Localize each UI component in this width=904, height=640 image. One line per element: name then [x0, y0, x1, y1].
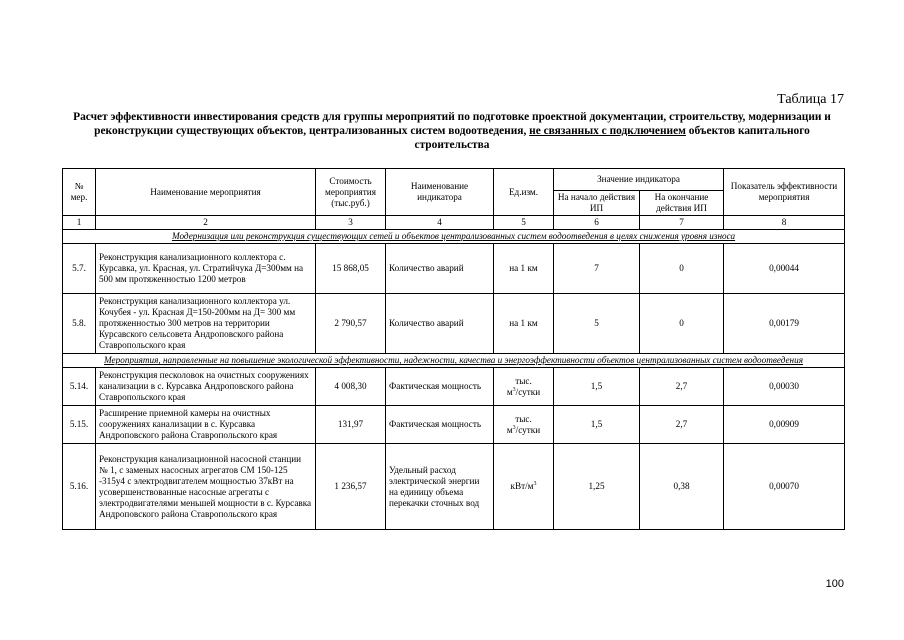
col-number: 2 — [96, 216, 316, 230]
row-unit: на 1 км — [494, 294, 554, 354]
row-cost: 131,97 — [316, 406, 386, 444]
col-number: 4 — [386, 216, 494, 230]
row-cost: 1 236,57 — [316, 444, 386, 530]
row-start: 1,5 — [554, 406, 640, 444]
row-end: 2,7 — [640, 406, 724, 444]
row-indicator: Фактическая мощность — [386, 368, 494, 406]
section-row — [63, 354, 845, 368]
col-number: 5 — [494, 216, 554, 230]
table-row — [63, 406, 845, 444]
header-end: На окончание действия ИП — [640, 191, 724, 216]
row-end: 0 — [640, 244, 724, 294]
table-row — [63, 368, 845, 406]
header-cost: Стоимость мероприятия (тыс.руб.) — [316, 169, 386, 216]
row-num: 5.15. — [63, 406, 96, 444]
header-num: № мер. — [63, 169, 96, 216]
table-label: Таблица 17 — [777, 92, 844, 107]
row-indicator: Количество аварий — [386, 244, 494, 294]
section-title: Мероприятия, направленные на повышение экологической эффективности, надежности, качества и энергоэффективности объектов централизованных систем водоотведения — [63, 354, 845, 368]
row-num: 5.8. — [63, 294, 96, 354]
header-indicator: Наименование индикатора — [386, 169, 494, 216]
row-unit: тыс. $м^3$/сутки — [494, 368, 554, 406]
header-start: На начало действия ИП — [554, 191, 640, 216]
row-start: 1,5 — [554, 368, 640, 406]
row-cost: 2 790,57 — [316, 294, 386, 354]
col-number: 3 — [316, 216, 386, 230]
row-name: Расширение приемной камеры на очистных сооружениях канализации в с. Курсавка Андроповского района Ставропольского края — [96, 406, 316, 444]
row-name: Реконструкция песколовок на очистных сооружениях канализации в с. Курсавка Андроповского района Ставропольского края — [96, 368, 316, 406]
row-efficiency: 0,00909 — [724, 406, 845, 444]
header-unit: Ед.изм. — [494, 169, 554, 216]
section-title: Модернизация или реконструкция существующих сетей и объектов централизованных систем водоотведения в целях снижения уровня износа — [63, 230, 845, 244]
efficiency-table — [62, 168, 845, 530]
row-num: 5.7. — [63, 244, 96, 294]
row-name: Реконструкция канализационного коллектора с. Курсавка, ул. Красная, ул. Стратийчука Д=300мм на 500 мм протяженностью 1200 метров — [96, 244, 316, 294]
row-unit: на 1 км — [494, 244, 554, 294]
row-end: 0 — [640, 294, 724, 354]
row-name: Реконструкция канализационного коллектора ул. Кочубея - ул. Красная Д=150-200мм на Д= 300 мм протяженностью 300 метров на территории Курсавского сельсовета Андроповского района Ставропольского края — [96, 294, 316, 354]
row-unit: кВт/$м^3$ — [494, 444, 554, 530]
table-row — [63, 294, 845, 354]
row-cost: 4 008,30 — [316, 368, 386, 406]
col-number: 8 — [724, 216, 845, 230]
row-start: 5 — [554, 294, 640, 354]
section-row — [63, 230, 845, 244]
column-number-row — [63, 216, 845, 230]
row-end: 0,38 — [640, 444, 724, 530]
row-start: 7 — [554, 244, 640, 294]
row-cost: 15 868,05 — [316, 244, 386, 294]
row-indicator: Фактическая мощность — [386, 406, 494, 444]
document-title: Расчет эффективности инвестирования средств для группы мероприятий по подготовке проектной документации, строительству, модернизации и реконструкции существующих объектов, централизованных систем водоотведения, не связанных с подключением объектов капитального строительства — [73, 111, 831, 151]
table-row — [63, 244, 845, 294]
row-start: 1,25 — [554, 444, 640, 530]
row-efficiency: 0,00044 — [724, 244, 845, 294]
row-unit: тыс. $м^3$/сутки — [494, 406, 554, 444]
col-number: 7 — [640, 216, 724, 230]
table-row — [63, 444, 845, 530]
row-efficiency: 0,00179 — [724, 294, 845, 354]
row-num: 5.14. — [63, 368, 96, 406]
header-indicator-value: Значение индикатора — [554, 169, 724, 191]
row-end: 2,7 — [640, 368, 724, 406]
row-efficiency: 0,00070 — [724, 444, 845, 530]
row-indicator: Количество аварий — [386, 294, 494, 354]
row-name: Реконструкция канализационной насосной станции № 1, с заменых насосных агрегатов СМ 150-125 -315у4 с электродвигателем мощностью 37кВт на усовершенствованные насосные агрегаты с электродвигателями меньшей мощности в с. Курсавка Андроповского района Ставропольского края — [96, 444, 316, 530]
row-indicator: Удельный расход электрической энергии на единицу объема перекачки сточных вод — [386, 444, 494, 530]
row-efficiency: 0,00030 — [724, 368, 845, 406]
header-name: Наименование мероприятия — [96, 169, 316, 216]
row-num: 5.16. — [63, 444, 96, 530]
col-number: 1 — [63, 216, 96, 230]
page-number: 100 — [825, 578, 844, 590]
title-underlined-part: не связанных с подключением — [529, 125, 686, 137]
header-efficiency: Показатель эффективности мероприятия — [724, 169, 845, 216]
col-number: 6 — [554, 216, 640, 230]
